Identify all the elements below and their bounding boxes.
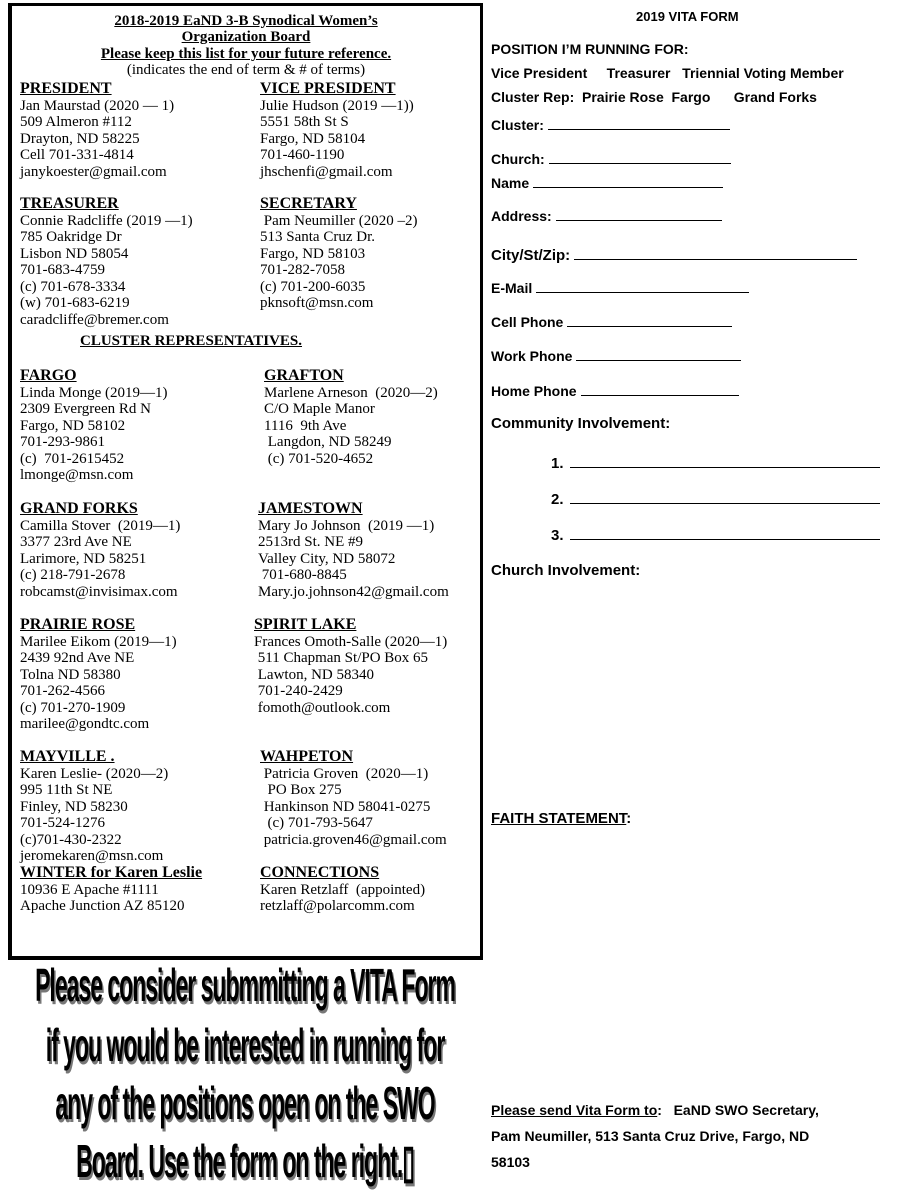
entry-line: Hankinson ND 58041-0275 (260, 798, 431, 815)
board-entry-wahpeton (260, 749, 447, 848)
entry-line: Larimore, ND 58251 (20, 550, 147, 567)
board-entry-treasurer (20, 196, 193, 328)
board-title-line1: 2018-2019 EaND 3-B Synodical Women’s (114, 13, 378, 29)
entry-line: 2513rd St. NE #9 (258, 534, 363, 550)
entry-heading: SPIRIT LAKE (254, 616, 357, 633)
entry-line: Patricia Groven (2020—1) (260, 765, 429, 782)
board-entry-spirit-lake (254, 617, 447, 716)
positions-line: Vice President Treasurer Triennial Voting Member (491, 65, 844, 81)
entry-email: jhschenfi@gmail.com (260, 163, 393, 180)
entry-line: 701-460-1190 (260, 147, 345, 163)
entry-line: 701-293-9861 (20, 434, 105, 450)
send-label: Please send Vita Form to (491, 1102, 658, 1118)
community-item (551, 453, 880, 472)
field-label: E-Mail (491, 280, 533, 296)
entry-heading: TREASURER (20, 195, 119, 212)
entry-email: patricia.groven46@gmail.com (260, 831, 447, 848)
entry-line: Tolna ND 58380 (20, 666, 121, 683)
faith-label (491, 810, 631, 827)
entry-line: 3377 23rd Ave NE (20, 534, 132, 550)
entry-line: 701-683-4759 (20, 262, 105, 278)
field-address (491, 206, 722, 224)
cluster-rep-line: Cluster Rep: Prairie Rose Fargo Grand Forks (491, 89, 817, 105)
entry-line: (c) 701-678-3334 (20, 278, 126, 295)
field-label: Cell Phone (491, 314, 564, 330)
field-input[interactable] (576, 346, 741, 361)
entry-line: 513 Santa Cruz Dr. (260, 229, 375, 245)
board-entry-jamestown (258, 501, 449, 600)
community-item-input[interactable] (570, 453, 880, 468)
entry-email: robcamst@invisimax.com (20, 583, 178, 600)
field-cell-phone (491, 312, 732, 330)
board-list (8, 3, 483, 960)
form-title: 2019 VITA FORM (636, 9, 739, 24)
field-input[interactable] (536, 278, 749, 293)
entry-line: 1116 9th Ave (264, 417, 347, 434)
field-name (491, 173, 723, 191)
entry-line: Fargo, ND 58103 (260, 245, 366, 262)
entry-heading: VICE PRESIDENT (260, 80, 396, 97)
entry-heading: CONNECTIONS (260, 864, 380, 881)
entry-line: (c) 701-200-6035 (260, 278, 366, 295)
entry-line: 2309 Evergreen Rd N (20, 401, 151, 417)
entry-line: (c) 701-2615452 (20, 450, 125, 467)
field-home-phone (491, 381, 739, 399)
board-note: (indicates the end of term & # of terms) (126, 62, 366, 78)
field-input[interactable] (581, 381, 739, 396)
field-label: Address: (491, 208, 552, 224)
field-input[interactable] (556, 206, 722, 221)
entry-line: (c)701-430-2322 (20, 831, 122, 848)
entry-email: fomoth@outlook.com (254, 699, 391, 716)
field-label: City/St/Zip: (491, 247, 571, 264)
send-recipient: EaND SWO Secretary, (661, 1102, 819, 1118)
entry-heading: PRESIDENT (20, 80, 112, 97)
faith-colon: : (626, 810, 632, 827)
entry-line: Apache Junction AZ 85120 (20, 898, 185, 914)
entry-line: Linda Monge (2019—1) (20, 384, 168, 401)
entry-line: 2439 92nd Ave NE (20, 650, 135, 666)
entry-line: Marlene Arneson (2020—2) (264, 384, 438, 401)
entry-line: 701-680-8845 (258, 567, 347, 583)
field-input[interactable] (533, 173, 723, 188)
field-church (491, 149, 731, 167)
field-input[interactable] (549, 149, 731, 164)
entry-heading: GRAFTON (264, 367, 344, 384)
entry-heading: MAYVILLE . (20, 748, 115, 765)
community-item-input[interactable] (570, 489, 880, 504)
entry-email: janykoester@gmail.com (20, 163, 167, 180)
entry-heading: SECRETARY (260, 195, 357, 212)
board-entry-vice-president (260, 81, 414, 180)
entry-line: PO Box 275 (260, 782, 342, 798)
entry-line: 785 Oakridge Dr (20, 229, 122, 245)
entry-line: Valley City, ND 58072 (258, 550, 396, 567)
entry-line: Fargo, ND 58102 (20, 417, 126, 434)
field-cluster (491, 115, 730, 133)
entry-line: 5551 58th St S (260, 114, 349, 130)
entry-line: 701-240-2429 (254, 683, 343, 699)
entry-line: Cell 701-331-4814 (20, 147, 134, 163)
faith-label-text: FAITH STATEMENT (491, 810, 627, 827)
entry-heading: WAHPETON (260, 748, 354, 765)
field-e-mail (491, 278, 749, 296)
entry-email: pknsoft@msn.com (260, 295, 374, 311)
board-entry-president (20, 81, 174, 180)
entry-line: 509 Almeron #112 (20, 114, 132, 130)
send-zip: 58103 (491, 1154, 530, 1170)
entry-line: Karen Retzlaff (appointed) (260, 881, 426, 898)
entry-line: 701-262-4566 (20, 683, 105, 699)
entry-heading: PRAIRIE ROSE (20, 616, 136, 633)
entry-line: Drayton, ND 58225 (20, 130, 140, 147)
board-entry-secretary (260, 196, 417, 312)
entry-line: Langdon, ND 58249 (264, 434, 392, 450)
community-item-number: 1. (551, 455, 564, 472)
entry-line: 995 11th St NE (20, 782, 113, 798)
promo-text: if you would be interested in running for (45, 1019, 445, 1071)
entry-email: marilee@gondtc.com (20, 716, 150, 732)
board-entry-mayville (20, 749, 168, 865)
entry-email: jeromekaren@msn.com (20, 848, 164, 864)
entry-email: retzlaff@polarcomm.com (260, 898, 415, 914)
promo-line (0, 960, 490, 1010)
entry-line: Lisbon ND 58054 (20, 245, 129, 262)
board-title-line3: Please keep this list for your future reference. (100, 46, 392, 62)
entry-heading: FARGO (20, 367, 77, 384)
community-item-input[interactable] (570, 525, 880, 540)
entry-line: C/O Maple Manor (264, 401, 375, 417)
entry-line: Jan Maurstad (2020 — 1) (20, 97, 175, 114)
position-label: POSITION I’M RUNNING FOR: (491, 41, 689, 57)
field-input[interactable] (574, 245, 857, 260)
entry-heading: JAMESTOWN (258, 500, 363, 517)
promo-line (0, 1020, 490, 1070)
entry-line: Julie Hudson (2019 —1)) (260, 97, 414, 114)
board-entry-connections (260, 865, 425, 915)
board-entry-grand-forks (20, 501, 180, 600)
send-colon: : (657, 1102, 662, 1118)
field-label: Cluster: (491, 117, 544, 133)
entry-line: Karen Leslie- (2020—2) (20, 765, 169, 782)
entry-line: Finley, ND 58230 (20, 798, 128, 815)
entry-email: caradcliffe@bremer.com (20, 311, 169, 328)
cluster-heading: CLUSTER REPRESENTATIVES. (80, 333, 303, 349)
entry-line: (c) 701-270-1909 (20, 699, 126, 716)
entry-line: (c) 218-791-2678 (20, 567, 126, 583)
entry-line: Fargo, ND 58104 (260, 130, 366, 147)
field-label: Name (491, 175, 530, 191)
entry-line: Frances Omoth-Salle (2020—1) (254, 633, 448, 650)
community-item (551, 489, 880, 508)
field-work-phone (491, 346, 741, 364)
entry-line: Mary Jo Johnson (2019 —1) (258, 517, 435, 534)
community-item (551, 525, 880, 544)
community-item-number: 3. (551, 527, 564, 544)
field-label: Work Phone (491, 348, 573, 364)
board-entry-grafton (264, 368, 438, 467)
field-city-st-zip (491, 245, 857, 264)
entry-line: Lawton, ND 58340 (254, 666, 374, 683)
promo-text: Please consider submmitting a VITA Form (35, 959, 455, 1011)
entry-line: Connie Radcliffe (2019 —1) (20, 212, 193, 229)
board-entry-fargo (20, 368, 167, 484)
field-label: Church: (491, 151, 545, 167)
church-label: Church Involvement: (491, 562, 641, 579)
promo-text: any of the positions open on the SWO (55, 1077, 435, 1129)
entry-heading: WINTER for Karen Leslie (20, 864, 203, 881)
entry-line: 701-524-1276 (20, 815, 105, 831)
promo-text: Board. Use the form on the right.▯ (76, 1135, 414, 1187)
entry-line: (w) 701-683-6219 (20, 295, 130, 311)
entry-line: 511 Chapman St/PO Box 65 (254, 650, 429, 666)
entry-line: (c) 701-793-5647 (260, 815, 373, 831)
send-instructions (491, 1097, 901, 1175)
entry-line: Camilla Stover (2019—1) (20, 517, 181, 534)
entry-line: Pam Neumiller (2020 –2) (260, 212, 418, 229)
board-entry-prairie-rose (20, 617, 177, 733)
entry-heading: GRAND FORKS (20, 500, 138, 517)
entry-line: 10936 E Apache #1111 (20, 881, 159, 898)
community-label: Community Involvement: (491, 415, 671, 432)
send-address: Pam Neumiller, 513 Santa Cruz Drive, Fargo, ND (491, 1128, 810, 1144)
entry-line: Marilee Eikom (2019—1) (20, 633, 177, 650)
field-label: Home Phone (491, 383, 577, 399)
entry-line: (c) 701-520-4652 (264, 450, 374, 467)
entry-email: lmonge@msn.com (20, 467, 134, 483)
promo-line (0, 1136, 490, 1186)
promo-line (0, 1078, 490, 1128)
field-input[interactable] (567, 312, 732, 327)
community-item-number: 2. (551, 491, 564, 508)
board-entry-winter-for-karen-leslie (20, 865, 202, 915)
entry-email: Mary.jo.johnson42@gmail.com (258, 583, 449, 600)
entry-line: 701-282-7058 (260, 262, 345, 278)
field-input[interactable] (548, 115, 730, 130)
board-title-line2: Organization Board (181, 29, 311, 45)
